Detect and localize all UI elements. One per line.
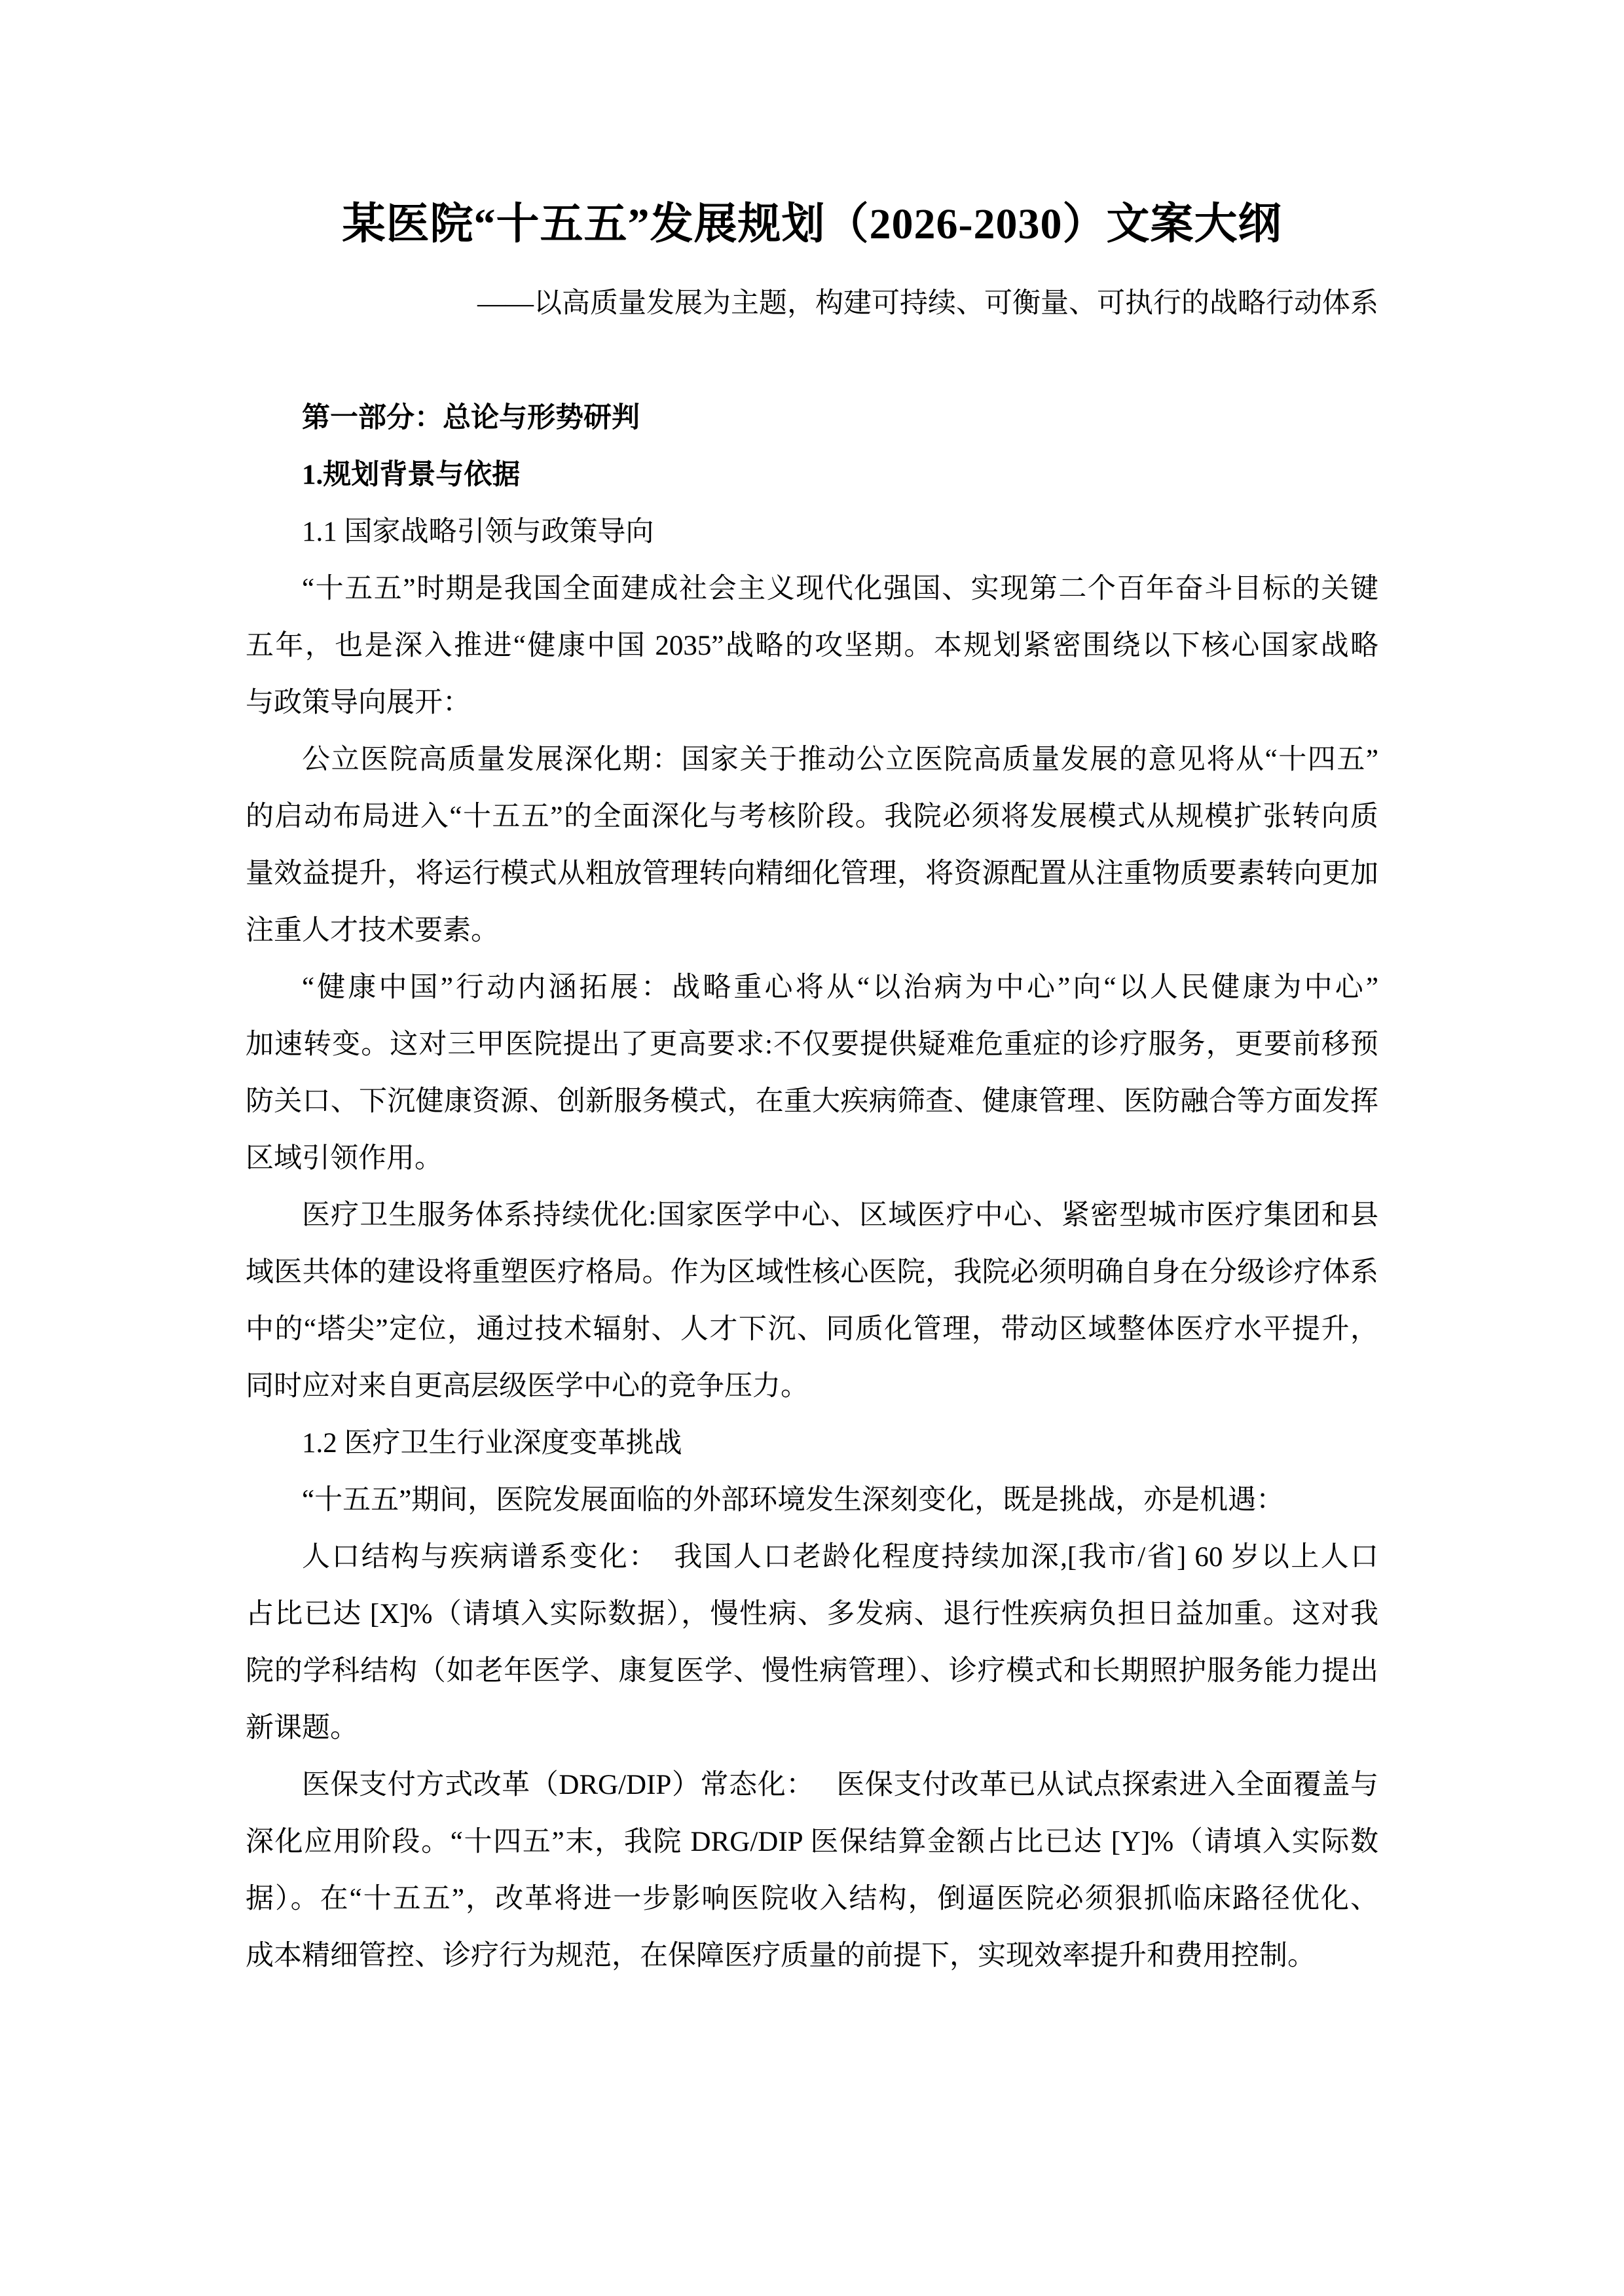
subsection-1-2-heading: 1.2 医疗卫生行业深度变革挑战 (302, 1428, 682, 1459)
section-1-heading: 1.规划背景与依据 (302, 460, 521, 490)
paragraph-line: 新课题。 (246, 1713, 358, 1743)
paragraph-line: 区域引领作用。 (246, 1143, 443, 1174)
paragraph-line: 医疗卫生服务体系持续优化:国家医学中心、区域医疗中心、紧密型城市医疗集团和县 (302, 1200, 1378, 1231)
part1-heading: 第一部分：总论与形势研判 (302, 403, 640, 433)
paragraph-line: “十五五”时期是我国全面建成社会主义现代化强国、实现第二个百年奋斗目标的关键 (302, 574, 1378, 604)
document-subtitle: ——以高质量发展为主题，构建可持续、可衡量、可执行的战略行动体系 (477, 288, 1378, 319)
paragraph-line: 量效益提升，将运行模式从粗放管理转向精细化管理，将资源配置从注重物质要素转向更加 (246, 858, 1378, 889)
paragraph-line: 注重人才技术要素。 (246, 915, 499, 946)
subsection-1-1-heading: 1.1 国家战略引领与政策导向 (302, 517, 654, 547)
document-title: 某医院“十五五”发展规划（2026-2030）文案大纲 (342, 200, 1282, 248)
paragraph-line: 公立医院高质量发展深化期：国家关于推动公立医院高质量发展的意见将从“十四五” (302, 744, 1378, 775)
paragraph-line: 成本精细管控、诊疗行为规范，在保障医疗质量的前提下，实现效率提升和费用控制。 (246, 1941, 1316, 1971)
paragraph-line: 的启动布局进入“十五五”的全面深化与考核阶段。我院必须将发展模式从规模扩张转向质 (246, 801, 1378, 832)
paragraph-line: 与政策导向展开： (246, 687, 471, 718)
paragraph-line: 域医共体的建设将重塑医疗格局。作为区域性核心医院，我院必须明确自身在分级诊疗体系 (246, 1257, 1378, 1288)
paragraph-line: 院的学科结构（如老年医学、康复医学、慢性病管理）、诊疗模式和长期照护服务能力提出 (246, 1656, 1378, 1686)
paragraph-line: 据）。在“十五五”，改革将进一步影响医院收入结构，倒逼医院必须狠抓临床路径优化、 (246, 1884, 1378, 1914)
paragraph-line: 人口结构与疾病谱系变化： 我国人口老龄化程度持续加深,[我市/省] 60 岁以上人口 (302, 1542, 1378, 1573)
paragraph-line: 中的“塔尖”定位，通过技术辐射、人才下沉、同质化管理，带动区域整体医疗水平提升， (246, 1314, 1378, 1345)
paragraph-line: “十五五”期间，医院发展面临的外部环境发生深刻变化，既是挑战，亦是机遇： (302, 1485, 1285, 1516)
paragraph-line: 同时应对来自更高层级医学中心的竞争压力。 (246, 1371, 809, 1402)
paragraph-line: 加速转变。这对三甲医院提出了更高要求:不仅要提供疑难危重症的诊疗服务，更要前移预 (246, 1029, 1378, 1060)
paragraph-line: 防关口、下沉健康资源、创新服务模式，在重大疾病筛查、健康管理、医防融合等方面发挥 (246, 1086, 1378, 1117)
paragraph-line: 占比已达 [X]%（请填入实际数据），慢性病、多发病、退行性疾病负担日益加重。这对我 (246, 1599, 1378, 1630)
paragraph-line: “健康中国”行动内涵拓展：战略重心将从“以治病为中心”向“以人民健康为中心” (302, 972, 1378, 1003)
paragraph-line: 五年，也是深入推进“健康中国 2035”战略的攻坚期。本规划紧密围绕以下核心国家战略 (246, 630, 1378, 661)
paragraph-line: 医保支付方式改革（DRG/DIP）常态化： 医保支付改革已从试点探索进入全面覆盖与 (302, 1770, 1378, 1800)
paragraph-line: 深化应用阶段。“十四五”末，我院 DRG/DIP 医保结算金额占比已达 [Y]%（请填入实际数 (246, 1827, 1378, 1857)
